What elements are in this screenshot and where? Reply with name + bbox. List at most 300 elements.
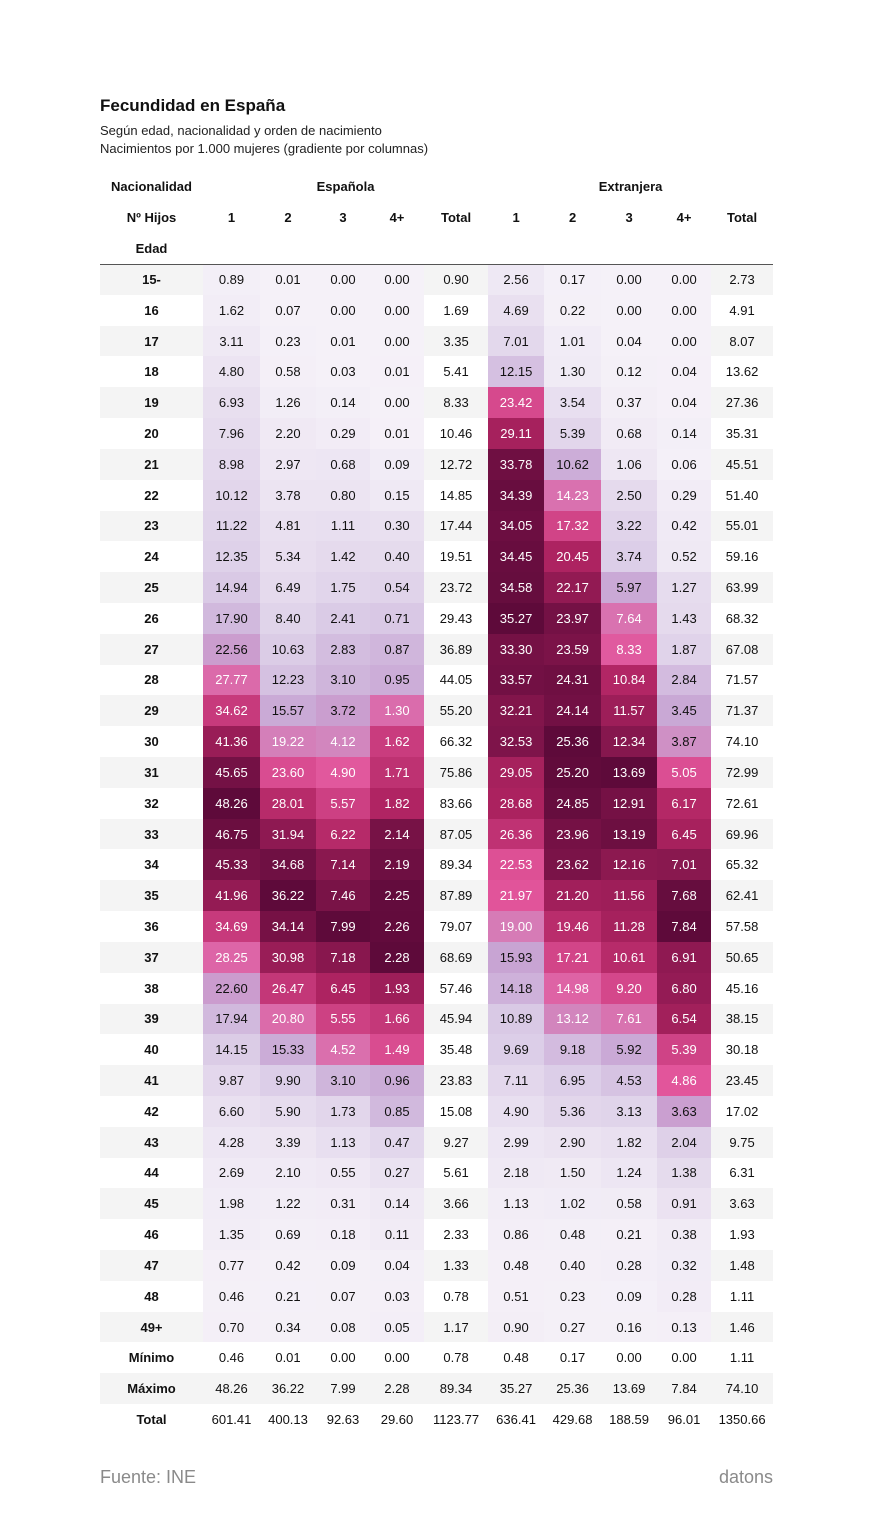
row-label: 29 [100, 695, 203, 726]
data-cell: 3.78 [260, 480, 316, 511]
data-cell: 12.72 [424, 449, 488, 480]
data-cell: 48.26 [203, 1373, 260, 1404]
data-cell: 38.15 [711, 1004, 773, 1035]
data-cell: 0.40 [370, 541, 424, 572]
data-cell: 0.01 [260, 264, 316, 295]
chart-subtitle-1: Según edad, nacionalidad y orden de nacimiento [100, 123, 382, 138]
data-cell: 9.18 [544, 1034, 601, 1065]
children-header: Nº Hijos [100, 202, 203, 233]
column-header: 3 [316, 202, 370, 233]
data-cell: 22.17 [544, 572, 601, 603]
row-label: 44 [100, 1158, 203, 1189]
data-cell: 22.56 [203, 634, 260, 665]
table-row [100, 757, 773, 788]
data-cell: 1.82 [370, 788, 424, 819]
data-cell: 5.61 [424, 1158, 488, 1189]
data-cell: 13.62 [711, 356, 773, 387]
data-cell: 27.77 [203, 665, 260, 696]
data-cell: 0.01 [370, 418, 424, 449]
table-row [100, 880, 773, 911]
data-cell: 1.66 [370, 1004, 424, 1035]
row-label: 28 [100, 665, 203, 696]
data-cell: 14.94 [203, 572, 260, 603]
data-cell: 19.46 [544, 911, 601, 942]
data-cell: 1.26 [260, 387, 316, 418]
data-cell: 23.96 [544, 819, 601, 850]
data-cell: 17.94 [203, 1004, 260, 1035]
data-cell: 34.62 [203, 695, 260, 726]
table-row [100, 264, 773, 295]
data-cell: 2.41 [316, 603, 370, 634]
data-cell: 96.01 [657, 1404, 711, 1435]
data-cell: 11.22 [203, 511, 260, 542]
data-cell: 2.56 [488, 264, 544, 295]
data-cell: 32.21 [488, 695, 544, 726]
data-cell: 10.62 [544, 449, 601, 480]
data-cell: 9.69 [488, 1034, 544, 1065]
data-cell: 69.96 [711, 819, 773, 850]
row-label: 37 [100, 942, 203, 973]
data-cell: 2.90 [544, 1127, 601, 1158]
data-cell: 24.31 [544, 665, 601, 696]
brand-label: datons [718, 1467, 773, 1487]
data-cell: 0.04 [601, 326, 657, 357]
table-body [100, 264, 773, 1435]
row-label: 42 [100, 1096, 203, 1127]
table-row [100, 1158, 773, 1189]
data-cell: 1.13 [316, 1127, 370, 1158]
data-cell: 17.90 [203, 603, 260, 634]
data-cell: 0.29 [316, 418, 370, 449]
data-cell: 8.98 [203, 449, 260, 480]
data-cell: 36.89 [424, 634, 488, 665]
data-cell: 5.57 [316, 788, 370, 819]
data-cell: 0.34 [260, 1312, 316, 1343]
data-cell: 28.25 [203, 942, 260, 973]
age-header: Edad [100, 233, 203, 264]
data-cell: 0.42 [657, 511, 711, 542]
data-cell: 6.45 [316, 973, 370, 1004]
data-cell: 74.10 [711, 1373, 773, 1404]
data-cell: 0.86 [488, 1219, 544, 1250]
data-cell: 0.06 [657, 449, 711, 480]
data-cell: 0.05 [370, 1312, 424, 1343]
data-cell: 12.23 [260, 665, 316, 696]
data-cell: 25.36 [544, 1373, 601, 1404]
data-cell: 7.84 [657, 911, 711, 942]
data-cell: 23.62 [544, 849, 601, 880]
data-cell: 71.37 [711, 695, 773, 726]
data-cell: 6.17 [657, 788, 711, 819]
data-cell: 0.51 [488, 1281, 544, 1312]
table-row [100, 603, 773, 634]
data-cell: 6.60 [203, 1096, 260, 1127]
data-cell: 0.30 [370, 511, 424, 542]
data-cell: 1.62 [370, 726, 424, 757]
data-cell: 601.41 [203, 1404, 260, 1435]
data-cell: 0.27 [544, 1312, 601, 1343]
data-cell: 0.00 [657, 264, 711, 295]
data-cell: 14.23 [544, 480, 601, 511]
data-cell: 22.60 [203, 973, 260, 1004]
data-cell: 5.55 [316, 1004, 370, 1035]
data-cell: 10.89 [488, 1004, 544, 1035]
data-cell: 636.41 [488, 1404, 544, 1435]
data-cell: 33.30 [488, 634, 544, 665]
column-header: 2 [544, 202, 601, 233]
data-cell: 15.08 [424, 1096, 488, 1127]
table-row [100, 942, 773, 973]
row-label: 16 [100, 295, 203, 326]
data-cell: 0.22 [544, 295, 601, 326]
data-cell: 0.48 [488, 1250, 544, 1281]
source-note: Fuente: INE [100, 1467, 197, 1487]
data-cell: 1.93 [711, 1219, 773, 1250]
data-cell: 1123.77 [424, 1404, 488, 1435]
data-cell: 23.59 [544, 634, 601, 665]
data-cell: 0.08 [316, 1312, 370, 1343]
data-cell: 7.01 [657, 849, 711, 880]
data-cell: 5.41 [424, 356, 488, 387]
column-header: 2 [260, 202, 316, 233]
data-cell: 11.57 [601, 695, 657, 726]
table-row [100, 1373, 773, 1404]
data-cell: 19.22 [260, 726, 316, 757]
data-cell: 35.27 [488, 1373, 544, 1404]
row-label: 17 [100, 326, 203, 357]
data-cell: 13.19 [601, 819, 657, 850]
data-cell: 12.15 [488, 356, 544, 387]
data-cell: 7.46 [316, 880, 370, 911]
table-row [100, 911, 773, 942]
data-cell: 34.39 [488, 480, 544, 511]
data-cell: 1.11 [316, 511, 370, 542]
data-cell: 36.22 [260, 1373, 316, 1404]
data-cell: 23.45 [711, 1065, 773, 1096]
data-cell: 21.20 [544, 880, 601, 911]
data-cell: 0.52 [657, 541, 711, 572]
data-cell: 17.21 [544, 942, 601, 973]
data-cell: 2.83 [316, 634, 370, 665]
data-cell: 92.63 [316, 1404, 370, 1435]
data-cell: 4.53 [601, 1065, 657, 1096]
data-cell: 0.09 [601, 1281, 657, 1312]
data-cell: 34.68 [260, 849, 316, 880]
table-row [100, 665, 773, 696]
data-cell: 89.34 [424, 849, 488, 880]
data-cell: 51.40 [711, 480, 773, 511]
data-cell: 1.87 [657, 634, 711, 665]
row-label: 33 [100, 819, 203, 850]
data-cell: 0.55 [316, 1158, 370, 1189]
data-cell: 3.74 [601, 541, 657, 572]
data-cell: 0.21 [601, 1219, 657, 1250]
data-cell: 71.57 [711, 665, 773, 696]
data-cell: 0.00 [601, 295, 657, 326]
table-row [100, 511, 773, 542]
data-cell: 50.65 [711, 942, 773, 973]
data-cell: 17.32 [544, 511, 601, 542]
data-cell: 3.11 [203, 326, 260, 357]
data-cell: 87.05 [424, 819, 488, 850]
data-cell: 4.86 [657, 1065, 711, 1096]
data-cell: 46.75 [203, 819, 260, 850]
data-cell: 2.28 [370, 1373, 424, 1404]
data-cell: 22.53 [488, 849, 544, 880]
data-cell: 3.10 [316, 1065, 370, 1096]
data-cell: 63.99 [711, 572, 773, 603]
data-cell: 7.18 [316, 942, 370, 973]
row-label: 19 [100, 387, 203, 418]
table-row [100, 849, 773, 880]
data-cell: 0.00 [657, 295, 711, 326]
data-cell: 23.72 [424, 572, 488, 603]
row-label: 45 [100, 1188, 203, 1219]
row-label: 34 [100, 849, 203, 880]
data-cell: 15.93 [488, 942, 544, 973]
data-cell: 7.68 [657, 880, 711, 911]
data-cell: 8.33 [424, 387, 488, 418]
data-cell: 0.87 [370, 634, 424, 665]
data-cell: 66.32 [424, 726, 488, 757]
data-cell: 0.00 [370, 1342, 424, 1373]
data-cell: 2.04 [657, 1127, 711, 1158]
row-label: 48 [100, 1281, 203, 1312]
data-cell: 0.68 [316, 449, 370, 480]
table-row [100, 1404, 773, 1435]
data-cell: 0.90 [488, 1312, 544, 1343]
data-cell: 2.18 [488, 1158, 544, 1189]
data-cell: 34.45 [488, 541, 544, 572]
data-cell: 15.33 [260, 1034, 316, 1065]
data-cell: 0.37 [601, 387, 657, 418]
data-cell: 0.00 [316, 1342, 370, 1373]
data-cell: 72.99 [711, 757, 773, 788]
column-header: Total [424, 202, 488, 233]
data-cell: 0.77 [203, 1250, 260, 1281]
data-cell: 0.48 [488, 1342, 544, 1373]
data-cell: 1.35 [203, 1219, 260, 1250]
data-cell: 33.78 [488, 449, 544, 480]
data-cell: 0.07 [316, 1281, 370, 1312]
table-row [100, 541, 773, 572]
table-row [100, 387, 773, 418]
data-cell: 0.29 [657, 480, 711, 511]
data-cell: 8.07 [711, 326, 773, 357]
data-cell: 2.99 [488, 1127, 544, 1158]
data-cell: 34.58 [488, 572, 544, 603]
data-cell: 0.71 [370, 603, 424, 634]
data-cell: 7.01 [488, 326, 544, 357]
data-cell: 1.75 [316, 572, 370, 603]
data-cell: 10.12 [203, 480, 260, 511]
data-cell: 1.02 [544, 1188, 601, 1219]
data-cell: 26.47 [260, 973, 316, 1004]
data-cell: 0.00 [370, 264, 424, 295]
fertility-heatmap-table [100, 171, 773, 1435]
data-cell: 0.48 [544, 1219, 601, 1250]
data-cell: 7.99 [316, 1373, 370, 1404]
row-label: 49+ [100, 1312, 203, 1343]
row-label: 15- [100, 264, 203, 295]
data-cell: 44.05 [424, 665, 488, 696]
data-cell: 75.86 [424, 757, 488, 788]
data-cell: 12.35 [203, 541, 260, 572]
data-cell: 3.35 [424, 326, 488, 357]
data-cell: 7.61 [601, 1004, 657, 1035]
data-cell: 74.10 [711, 726, 773, 757]
data-cell: 0.00 [370, 326, 424, 357]
data-cell: 188.59 [601, 1404, 657, 1435]
data-cell: 0.04 [657, 356, 711, 387]
data-cell: 0.17 [544, 264, 601, 295]
group-header-extranjera: Extranjera [488, 171, 773, 202]
data-cell: 20.80 [260, 1004, 316, 1035]
data-cell: 6.80 [657, 973, 711, 1004]
data-cell: 1.93 [370, 973, 424, 1004]
data-cell: 59.16 [711, 541, 773, 572]
row-label: 47 [100, 1250, 203, 1281]
data-cell: 0.00 [370, 387, 424, 418]
data-cell: 11.56 [601, 880, 657, 911]
data-cell: 0.28 [657, 1281, 711, 1312]
data-cell: 87.89 [424, 880, 488, 911]
data-cell: 3.54 [544, 387, 601, 418]
data-cell: 1.98 [203, 1188, 260, 1219]
data-cell: 0.40 [544, 1250, 601, 1281]
data-cell: 5.97 [601, 572, 657, 603]
data-cell: 0.04 [370, 1250, 424, 1281]
data-cell: 0.23 [544, 1281, 601, 1312]
data-cell: 35.31 [711, 418, 773, 449]
data-cell: 0.14 [370, 1188, 424, 1219]
data-cell: 0.70 [203, 1312, 260, 1343]
table-row [100, 480, 773, 511]
data-cell: 0.04 [657, 387, 711, 418]
data-cell: 10.63 [260, 634, 316, 665]
column-header: 4+ [657, 202, 711, 233]
table-row [100, 1127, 773, 1158]
data-cell: 83.66 [424, 788, 488, 819]
data-cell: 55.20 [424, 695, 488, 726]
row-label: 31 [100, 757, 203, 788]
data-cell: 1350.66 [711, 1404, 773, 1435]
data-cell: 2.69 [203, 1158, 260, 1189]
data-cell: 1.71 [370, 757, 424, 788]
data-cell: 400.13 [260, 1404, 316, 1435]
data-cell: 28.01 [260, 788, 316, 819]
data-cell: 3.10 [316, 665, 370, 696]
data-cell: 27.36 [711, 387, 773, 418]
data-cell: 17.02 [711, 1096, 773, 1127]
data-cell: 4.91 [711, 295, 773, 326]
data-cell: 9.20 [601, 973, 657, 1004]
data-cell: 30.18 [711, 1034, 773, 1065]
data-cell: 0.00 [657, 326, 711, 357]
data-cell: 2.97 [260, 449, 316, 480]
data-cell: 23.42 [488, 387, 544, 418]
data-cell: 0.47 [370, 1127, 424, 1158]
data-cell: 0.78 [424, 1281, 488, 1312]
data-cell: 6.31 [711, 1158, 773, 1189]
data-cell: 2.84 [657, 665, 711, 696]
data-cell: 1.22 [260, 1188, 316, 1219]
data-cell: 68.32 [711, 603, 773, 634]
data-cell: 2.33 [424, 1219, 488, 1250]
table-row [100, 1096, 773, 1127]
row-label: 38 [100, 973, 203, 1004]
data-cell: 1.46 [711, 1312, 773, 1343]
data-cell: 0.85 [370, 1096, 424, 1127]
data-cell: 36.22 [260, 880, 316, 911]
data-cell: 6.54 [657, 1004, 711, 1035]
table-row [100, 1004, 773, 1035]
data-cell: 0.27 [370, 1158, 424, 1189]
data-cell: 9.75 [711, 1127, 773, 1158]
data-cell: 4.69 [488, 295, 544, 326]
data-cell: 35.48 [424, 1034, 488, 1065]
table-row [100, 356, 773, 387]
data-cell: 0.01 [260, 1342, 316, 1373]
data-cell: 26.36 [488, 819, 544, 850]
data-cell: 62.41 [711, 880, 773, 911]
data-cell: 89.34 [424, 1373, 488, 1404]
data-cell: 2.20 [260, 418, 316, 449]
data-cell: 1.17 [424, 1312, 488, 1343]
data-cell: 0.80 [316, 480, 370, 511]
data-cell: 0.96 [370, 1065, 424, 1096]
data-cell: 6.22 [316, 819, 370, 850]
table-row [100, 788, 773, 819]
table-row [100, 1219, 773, 1250]
data-cell: 5.39 [544, 418, 601, 449]
data-cell: 0.54 [370, 572, 424, 603]
data-cell: 25.20 [544, 757, 601, 788]
data-cell: 1.24 [601, 1158, 657, 1189]
data-cell: 14.85 [424, 480, 488, 511]
row-label: 26 [100, 603, 203, 634]
data-cell: 3.45 [657, 695, 711, 726]
row-label: 20 [100, 418, 203, 449]
data-cell: 3.63 [657, 1096, 711, 1127]
data-cell: 7.11 [488, 1065, 544, 1096]
table-row [100, 1342, 773, 1373]
data-cell: 1.30 [370, 695, 424, 726]
data-cell: 0.42 [260, 1250, 316, 1281]
data-cell: 45.65 [203, 757, 260, 788]
data-cell: 0.11 [370, 1219, 424, 1250]
data-cell: 35.27 [488, 603, 544, 634]
data-cell: 79.07 [424, 911, 488, 942]
data-cell: 2.10 [260, 1158, 316, 1189]
data-cell: 72.61 [711, 788, 773, 819]
data-cell: 23.97 [544, 603, 601, 634]
row-label: 46 [100, 1219, 203, 1250]
data-cell: 4.28 [203, 1127, 260, 1158]
data-cell: 1.11 [711, 1281, 773, 1312]
data-cell: 3.39 [260, 1127, 316, 1158]
data-cell: 41.96 [203, 880, 260, 911]
data-cell: 2.25 [370, 880, 424, 911]
data-cell: 4.81 [260, 511, 316, 542]
data-cell: 0.46 [203, 1342, 260, 1373]
data-cell: 0.14 [657, 418, 711, 449]
data-cell: 7.84 [657, 1373, 711, 1404]
data-cell: 33.57 [488, 665, 544, 696]
data-cell: 34.05 [488, 511, 544, 542]
header-spacer [203, 233, 773, 264]
data-cell: 45.16 [711, 973, 773, 1004]
